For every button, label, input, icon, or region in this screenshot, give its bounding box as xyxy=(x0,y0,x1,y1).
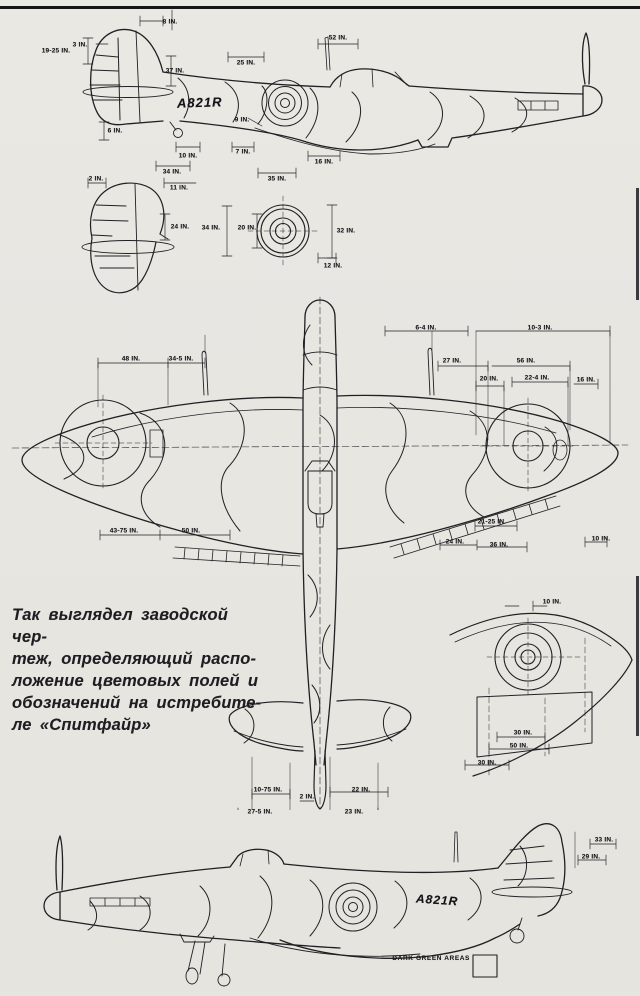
fuselage-roundel xyxy=(262,80,308,126)
camouflage-pattern xyxy=(88,846,554,938)
walkway-hatching xyxy=(173,496,560,566)
dimension-label: 32 IN. xyxy=(336,227,356,235)
caption-line: ложение цветовых полей и xyxy=(12,672,259,690)
dimension-label: 9 IN. xyxy=(234,116,250,124)
dimension-label: 29 IN. xyxy=(581,853,601,861)
wingtip-detail-drawing xyxy=(445,580,640,795)
caption-line: обозначений на истребите- xyxy=(12,694,262,712)
dimension-label: 34 IN. xyxy=(201,224,221,232)
wingtip-outline xyxy=(450,613,632,776)
dimension-label: 2 IN. xyxy=(299,793,315,801)
dimension-label: 12 IN. xyxy=(323,262,343,270)
dimension-label: 7 IN. xyxy=(235,148,251,156)
caption-line: теж, определяющий распо- xyxy=(12,650,257,668)
dimension-label: 11 IN. xyxy=(169,184,189,192)
dimension-label: 10 IN. xyxy=(591,535,611,543)
dimension-label: 34 IN. xyxy=(162,168,182,176)
legend-label: DARK GREEN AREAS xyxy=(392,955,470,962)
dimension-label: 3 IN. xyxy=(72,41,88,49)
dimension-label: 27 IN. xyxy=(442,357,462,365)
side-view-top-drawing xyxy=(0,0,640,295)
spinner-front-detail xyxy=(248,196,318,266)
dimension-label: 48 IN. xyxy=(121,355,141,363)
dimension-label: 30 IN. xyxy=(513,729,533,737)
dimension-label: 6 IN. xyxy=(107,127,123,135)
dimension-label: 37 IN. xyxy=(165,67,185,75)
dimension-label: 34-5 IN. xyxy=(168,355,194,363)
dimension-lines xyxy=(465,598,585,776)
dimension-label: 52 IN. xyxy=(328,34,348,42)
side-view-bottom-drawing xyxy=(0,806,640,996)
caption-text xyxy=(12,604,268,736)
wingtip-roundel xyxy=(487,618,583,698)
wing-roundels xyxy=(55,395,576,494)
tail-detail-outline xyxy=(82,183,174,293)
dimension-label: 10-75 IN. xyxy=(253,786,283,794)
dimension-label: 23 IN. xyxy=(344,808,364,816)
dimension-label: 10 IN. xyxy=(178,152,198,160)
dimension-label: 20 IN. xyxy=(237,224,257,232)
legend-swatch-box xyxy=(473,955,497,977)
dimension-label: 27-5 IN. xyxy=(247,808,273,816)
dimension-label: 33 IN. xyxy=(594,836,614,844)
caption-line: Так выглядел заводской чер- xyxy=(12,606,228,646)
dimension-label: 56 IN. xyxy=(516,357,536,365)
dimension-label: 19-25 IN. xyxy=(41,47,71,55)
dimension-label: 24 IN. xyxy=(170,223,190,231)
dimension-label: 2 IN. xyxy=(88,175,104,183)
dimension-label: 43-75 IN. xyxy=(109,527,139,535)
dimension-label: 30 IN. xyxy=(477,759,497,767)
serial-marking-top: A821R xyxy=(176,94,223,111)
dimension-lines xyxy=(83,10,358,263)
dimension-label: 25 IN. xyxy=(236,59,256,67)
dimension-label: 21-25 IN. xyxy=(477,518,507,526)
dimension-label: 50 IN. xyxy=(509,742,529,750)
dimension-label: 36 IN. xyxy=(489,541,509,549)
dimension-label: 20 IN. xyxy=(479,375,499,383)
dimension-label: 10-3 IN. xyxy=(527,324,553,332)
dimension-label: 16 IN. xyxy=(576,376,596,384)
dimension-label: 35 IN. xyxy=(267,175,287,183)
serial-marking-bottom: A821R xyxy=(415,891,459,909)
dimension-label: 24 IN. xyxy=(445,538,465,546)
dimension-label: 16 IN. xyxy=(314,158,334,166)
fuselage-outline xyxy=(44,824,572,986)
dimension-label: 8 IN. xyxy=(162,18,178,26)
fuselage-roundel xyxy=(329,883,377,931)
dimension-label: 22 IN. xyxy=(351,786,371,794)
fuselage-outline xyxy=(83,30,602,154)
dimension-label: 10 IN. xyxy=(542,598,562,606)
dimension-label: 6-4 IN. xyxy=(415,324,437,332)
caption-line: ле «Спитфайр» xyxy=(12,716,151,734)
dimension-label: 50 IN. xyxy=(181,527,201,535)
dimension-lines xyxy=(575,832,616,868)
dimension-label: 22-4 IN. xyxy=(524,374,550,382)
